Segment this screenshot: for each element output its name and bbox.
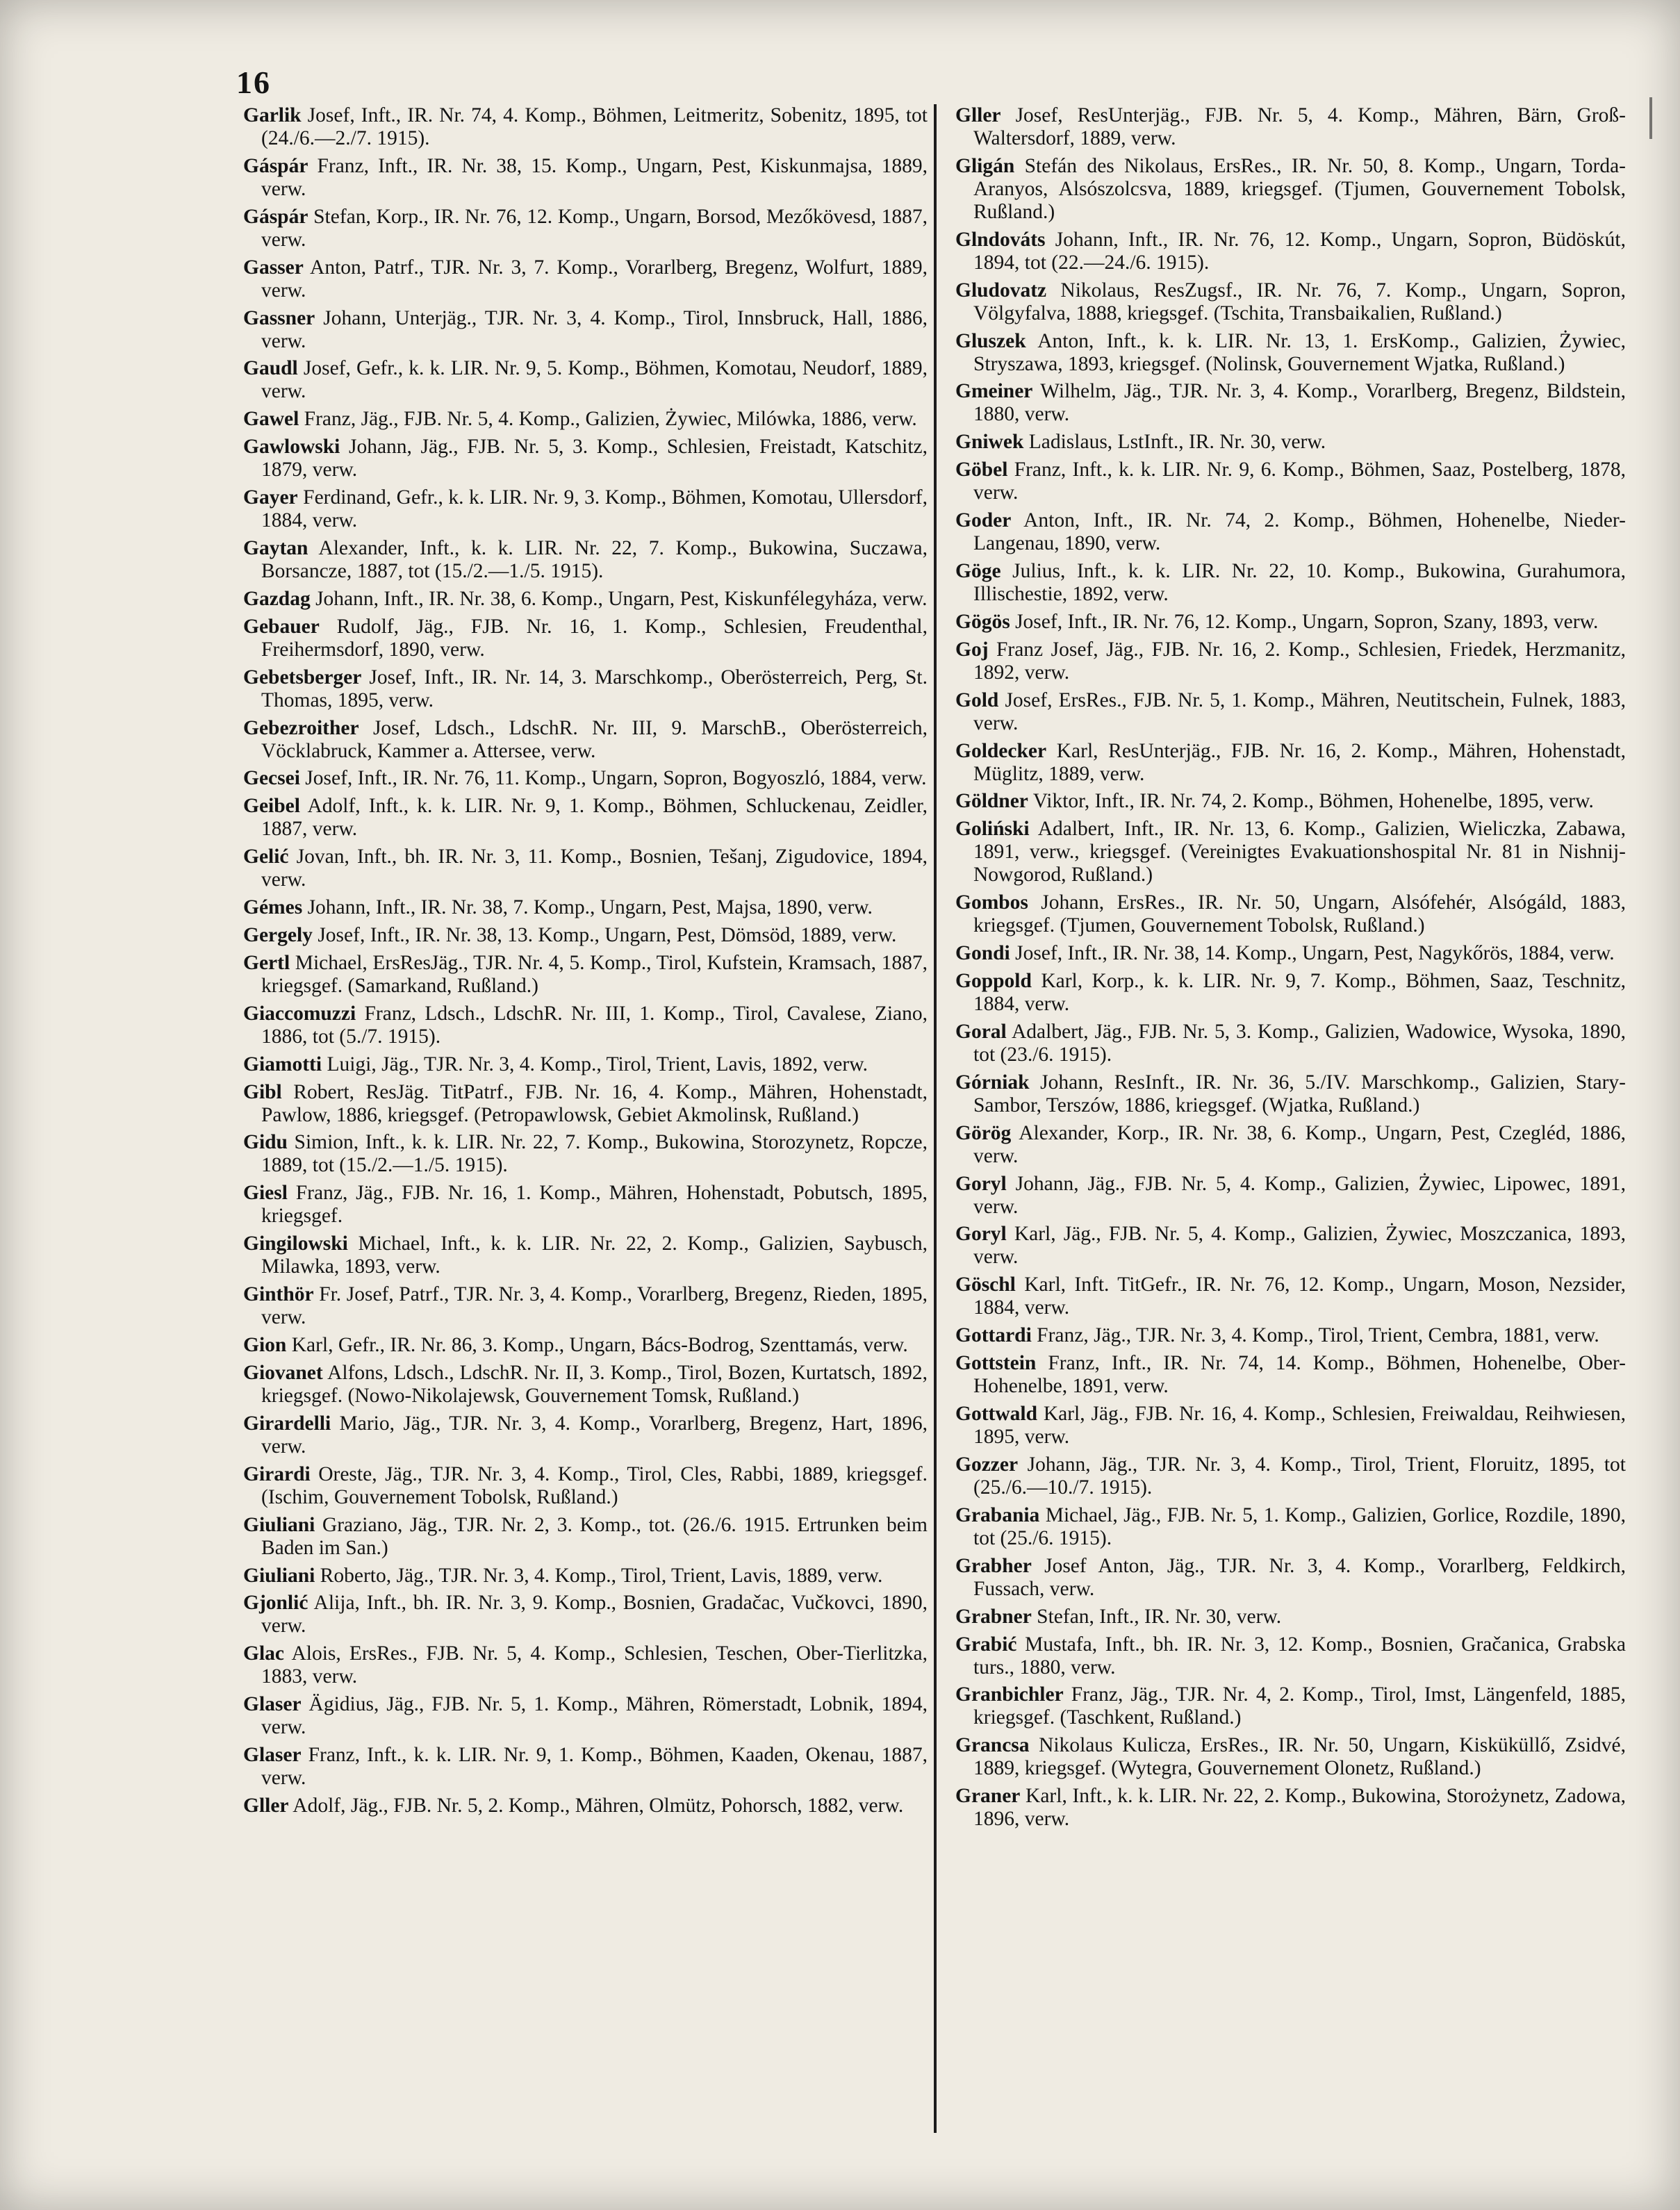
entry-surname: Girardelli [243, 1412, 331, 1435]
list-item [955, 1504, 1626, 1550]
list-item [243, 1592, 928, 1638]
list-item [955, 1273, 1626, 1319]
entry-surname: Glac [243, 1642, 284, 1665]
list-item [955, 104, 1626, 150]
entry-surname: Grabania [955, 1503, 1040, 1526]
entry-details: Franz, Inft., IR. Nr. 38, 15. Komp., Ungarn, Pest, Kiskunmajsa, 1889, verw. [261, 154, 928, 200]
list-item [243, 924, 928, 947]
entry-surname: Goder [955, 509, 1012, 532]
entry-details: Josef, Inft., IR. Nr. 74, 4. Komp., Böhmen, Leitmeritz, Sobenitz, 1895, tot (24./6.—2./7. 1915). [261, 104, 928, 149]
entry-details: Johann, Jäg., TJR. Nr. 3, 4. Komp., Tirol, Trient, Floruitz, 1895, tot (25./6.—10./7. 1915). [973, 1453, 1626, 1499]
entry-details: Adolf, Inft., k. k. LIR. Nr. 9, 1. Komp., Böhmen, Schluckenau, Zeidler, 1887, verw. [261, 795, 928, 841]
entry-details: Johann, Jäg., FJB. Nr. 5, 3. Komp., Schlesien, Freistadt, Katschitz, 1879, verw. [261, 436, 928, 481]
list-item [955, 1223, 1626, 1269]
entry-surname: Giovanet [243, 1361, 323, 1384]
entry-details: Josef Anton, Jäg., TJR. Nr. 3, 4. Komp., Vorarlberg, Feldkirch, Fussach, verw. [973, 1554, 1626, 1600]
entry-surname: Giesl [243, 1182, 288, 1205]
entry-details: Franz, Inft., k. k. LIR. Nr. 9, 1. Komp., Böhmen, Kaaden, Okenau, 1887, verw. [261, 1744, 928, 1790]
entry-surname: Gáspár [243, 205, 308, 228]
entry-details: Franz, Jäg., FJB. Nr. 16, 1. Komp., Mähren, Hohenstadt, Pobutsch, 1895, kriegsgef. [261, 1182, 928, 1228]
list-item [243, 896, 928, 919]
entry-details: Anton, Inft., k. k. LIR. Nr. 13, 1. ErsKomp., Galizien, Żywiec, Stryszawa, 1893, kriegsgef. (Nolinsk, Gouvernement Wjatka, Rußland.) [973, 329, 1626, 375]
entry-details: Josef, ResUnterjäg., FJB. Nr. 5, 4. Komp., Mähren, Bärn, Groß-Waltersdorf, 1889, verw. [973, 104, 1626, 149]
list-item [243, 436, 928, 481]
entry-surname: Gligán [955, 154, 1015, 177]
list-item [955, 380, 1626, 426]
entry-details: Simion, Inft., k. k. LIR. Nr. 22, 7. Komp., Bukowina, Storozynetz, Ropcze, 1889, tot (15./2.—1./5. 1915). [261, 1131, 928, 1177]
entry-details: Franz, Inft., IR. Nr. 74, 14. Komp., Böhmen, Hohenelbe, Ober-Hohenelbe, 1891, verw. [973, 1352, 1626, 1398]
entry-surname: Grancsa [955, 1734, 1030, 1757]
entry-surname: Gidu [243, 1131, 288, 1154]
list-item [243, 846, 928, 891]
entry-details: Alexander, Korp., IR. Nr. 38, 6. Komp., Ungarn, Pest, Czegléd, 1886, verw. [973, 1121, 1626, 1167]
entry-details: Michael, Jäg., FJB. Nr. 5, 1. Komp., Galizien, Gorlice, Rozdile, 1890, tot (25./6. 1915). [973, 1503, 1626, 1549]
list-item [955, 459, 1626, 504]
list-item [243, 1131, 928, 1177]
list-item [955, 431, 1626, 454]
right-column [955, 104, 1626, 1836]
list-item [243, 1744, 928, 1790]
entry-surname: Glaser [243, 1693, 302, 1716]
entry-details: Alija, Inft., bh. IR. Nr. 3, 9. Komp., Bosnien, Gradačac, Vučkovci, 1890, verw. [261, 1592, 928, 1638]
list-item [955, 229, 1626, 274]
entry-details: Karl, ResUnterjäg., FJB. Nr. 16, 2. Komp., Mähren, Hohenstadt, Müglitz, 1889, verw. [973, 739, 1626, 785]
list-item [955, 1633, 1626, 1679]
entry-surname: Gertl [243, 951, 290, 974]
entry-details: Robert, ResJäg. TitPatrf., FJB. Nr. 16, 4. Komp., Mähren, Hohenstadt, Pawlow, 1886, kriegsgef. (Petropawlowsk, Gebiet Akmolinsk, Rußland.) [261, 1080, 928, 1126]
entry-surname: Göschl [955, 1273, 1016, 1296]
list-item [955, 279, 1626, 325]
list-item [955, 1071, 1626, 1117]
entry-details: Nikolaus Kulicza, ErsRes., IR. Nr. 50, Ungarn, Kisküküllő, Zsidvé, 1889, kriegsgef. (Wytegra, Gouvernement Olonetz, Rußland.) [973, 1734, 1626, 1780]
entry-surname: Goryl [955, 1223, 1007, 1246]
entry-details: Josef, Inft., IR. Nr. 76, 11. Komp., Ungarn, Sopron, Bogyoszló, 1884, verw. [299, 767, 927, 790]
entry-details: Karl, Inft. TitGefr., IR. Nr. 76, 12. Komp., Ungarn, Moson, Nezsider, 1884, verw. [973, 1273, 1626, 1319]
entry-surname: Gaytan [243, 537, 308, 560]
entry-surname: Goppold [955, 970, 1032, 993]
entry-surname: Gergely [243, 924, 313, 947]
entry-surname: Ginthör [243, 1283, 314, 1306]
entry-surname: Gold [955, 688, 999, 711]
list-item [955, 1555, 1626, 1601]
entry-surname: Gáspár [243, 154, 308, 177]
entry-details: Adolf, Jäg., FJB. Nr. 5, 2. Komp., Mähren, Olmütz, Pohorsch, 1882, verw. [288, 1794, 904, 1817]
entry-surname: Gluszek [955, 329, 1026, 352]
list-item [955, 611, 1626, 634]
list-item [955, 740, 1626, 786]
entry-surname: Górniak [955, 1071, 1030, 1094]
entry-surname: Granbichler [955, 1683, 1064, 1706]
list-item [955, 1453, 1626, 1499]
entry-surname: Gludovatz [955, 279, 1047, 302]
entry-surname: Grabner [955, 1605, 1032, 1628]
page-number: 16 [236, 65, 271, 100]
list-item [955, 638, 1626, 684]
entry-surname: Gassner [243, 306, 315, 329]
entry-details: Michael, ErsResJäg., TJR. Nr. 4, 5. Komp., Tirol, Kufstein, Kramsach, 1887, kriegsgef. (Samarkand, Rußland.) [261, 951, 928, 997]
entry-details: Ferdinand, Gefr., k. k. LIR. Nr. 9, 3. Komp., Böhmen, Komotau, Ullersdorf, 1884, verw. [261, 486, 928, 532]
entry-surname: Gmeiner [955, 380, 1033, 403]
entry-surname: Goliński [955, 818, 1030, 841]
entry-details: Fr. Josef, Patrf., TJR. Nr. 3, 4. Komp., Vorarlberg, Bregenz, Rieden, 1895, verw. [261, 1283, 928, 1329]
entry-details: Mustafa, Inft., bh. IR. Nr. 3, 12. Komp., Bosnien, Gračanica, Grabska turs., 1880, verw. [973, 1633, 1626, 1679]
entry-details: Michael, Inft., k. k. LIR. Nr. 22, 2. Komp., Galizien, Saybusch, Milawka, 1893, verw. [261, 1232, 928, 1278]
list-item [243, 666, 928, 712]
entry-details: Franz Josef, Jäg., FJB. Nr. 16, 2. Komp., Schlesien, Friedek, Herzmanitz, 1892, verw. [973, 638, 1626, 684]
entry-details: Johann, ResInft., IR. Nr. 36, 5./IV. Marschkomp., Galizien, Stary-Sambor, Terszów, 1886, kriegsgef. (Wjatka, Rußland.) [973, 1071, 1626, 1116]
list-item [955, 818, 1626, 887]
list-item [243, 616, 928, 661]
entry-surname: Gebetsberger [243, 666, 362, 688]
list-item [243, 1003, 928, 1048]
entry-surname: Gémes [243, 896, 303, 919]
list-item [243, 1642, 928, 1688]
entry-details: Mario, Jäg., TJR. Nr. 3, 4. Komp., Vorarlberg, Bregenz, Hart, 1896, verw. [261, 1412, 928, 1458]
entry-details: Josef, Gefr., k. k. LIR. Nr. 9, 5. Komp., Böhmen, Komotau, Neudorf, 1889, verw. [261, 357, 928, 403]
entry-surname: Göldner [955, 790, 1028, 813]
column-divider [934, 104, 937, 2133]
list-item [955, 1122, 1626, 1168]
list-item [243, 1362, 928, 1408]
entry-surname: Giaccomuzzi [243, 1002, 356, 1025]
entry-surname: Gebezroither [243, 716, 359, 739]
entry-surname: Gondi [955, 942, 1010, 965]
list-item [955, 509, 1626, 555]
entry-details: Josef, Inft., IR. Nr. 38, 14. Komp., Ungarn, Pest, Nagykőrös, 1884, verw. [1010, 942, 1615, 965]
entry-surname: Glndováts [955, 228, 1046, 251]
entry-details: Roberto, Jäg., TJR. Nr. 3, 4. Komp., Tirol, Trient, Lavis, 1889, verw. [315, 1564, 883, 1587]
entry-surname: Gniwek [955, 431, 1024, 454]
entry-surname: Gaudl [243, 357, 298, 380]
entry-surname: Gottardi [955, 1324, 1032, 1347]
entry-details: Johann, Inft., IR. Nr. 38, 6. Komp., Ungarn, Pest, Kiskunfélegyháza, verw. [310, 587, 928, 610]
list-item [955, 942, 1626, 965]
entry-details: Nikolaus, ResZugsf., IR. Nr. 76, 7. Komp., Ungarn, Sopron, Völgyfalva, 1888, kriegsgef. (Tschita, Transbaikalien, Rußland.) [973, 279, 1626, 324]
entry-surname: Göge [955, 560, 1001, 583]
list-item [955, 1734, 1626, 1780]
list-item [955, 790, 1626, 813]
list-item [243, 1182, 928, 1228]
list-item [955, 155, 1626, 224]
entry-details: Stefán des Nikolaus, ErsRes., IR. Nr. 50, 8. Komp., Ungarn, Torda-Aranyos, Alsószolcsva, 1889, kriegsgef. (Tjumen, Gouvernement Tobolsk, Rußland.) [973, 154, 1626, 223]
entry-details: Stefan, Korp., IR. Nr. 76, 12. Komp., Ungarn, Borsod, Mezőkövesd, 1887, verw. [261, 205, 928, 251]
entry-details: Johann, ErsRes., IR. Nr. 50, Ungarn, Alsófehér, Alsógáld, 1883, kriegsgef. (Tjumen, Gouvernement Tobolsk, Rußland.) [973, 891, 1626, 937]
entry-details: Johann, Inft., IR. Nr. 76, 12. Komp., Ungarn, Sopron, Büdöskút, 1894, tot (22.—24./6. 1915). [973, 228, 1626, 274]
list-item [955, 1021, 1626, 1066]
entry-surname: Gion [243, 1334, 287, 1357]
list-item [243, 717, 928, 763]
entry-details: Wilhelm, Jäg., TJR. Nr. 3, 4. Komp., Vorarlberg, Bregenz, Bildstein, 1880, verw. [973, 380, 1626, 426]
list-item [243, 155, 928, 201]
entry-details: Alexander, Inft., k. k. LIR. Nr. 22, 7. Komp., Bukowina, Suczawa, Borsancze, 1887, tot (15./2.—1./5. 1915). [261, 537, 928, 583]
entry-details: Karl, Gefr., IR. Nr. 86, 3. Komp., Ungarn, Bács-Bodrog, Szenttamás, verw. [286, 1334, 908, 1357]
list-item [243, 952, 928, 998]
entry-surname: Gawlowski [243, 436, 340, 459]
list-item [243, 1463, 928, 1509]
entry-details: Alfons, Ldsch., LdschR. Nr. II, 3. Komp., Tirol, Bozen, Kurtatsch, 1892, kriegsgef. (Nowo-Nikolajewsk, Gouvernement Tomsk, Rußland.) [261, 1361, 928, 1407]
entry-surname: Graner [955, 1785, 1021, 1808]
list-item [955, 1173, 1626, 1219]
list-item [955, 1785, 1626, 1831]
entry-details: Ägidius, Jäg., FJB. Nr. 5, 1. Komp., Mähren, Römerstadt, Lobnik, 1894, verw. [261, 1693, 928, 1739]
entry-details: Josef, Ldsch., LdschR. Nr. III, 9. MarschB., Oberösterreich, Vöcklabruck, Kammer a. Attersee, verw. [261, 716, 928, 762]
list-item [243, 767, 928, 790]
list-item [955, 560, 1626, 606]
entry-details: Julius, Inft., k. k. LIR. Nr. 22, 10. Komp., Bukowina, Gurahumora, Illischestie, 1892, verw. [973, 560, 1626, 606]
entry-details: Franz, Inft., k. k. LIR. Nr. 9, 6. Komp., Böhmen, Saaz, Postelberg, 1878, verw. [973, 459, 1626, 504]
entry-details: Josef, Inft., IR. Nr. 14, 3. Marschkomp., Oberösterreich, Perg, St. Thomas, 1895, verw. [261, 666, 928, 711]
entry-surname: Girardi [243, 1462, 311, 1485]
entry-surname: Göbel [955, 459, 1008, 481]
entry-surname: Gingilowski [243, 1232, 348, 1255]
entry-details: Viktor, Inft., IR. Nr. 74, 2. Komp., Böhmen, Hohenelbe, 1895, verw. [1028, 790, 1594, 813]
list-item [243, 1514, 928, 1560]
list-item [955, 970, 1626, 1016]
entry-surname: Gller [243, 1794, 289, 1817]
list-item [243, 307, 928, 353]
list-item [955, 1324, 1626, 1347]
entry-surname: Grabher [955, 1554, 1032, 1577]
entry-surname: Gögös [955, 610, 1010, 633]
list-item [243, 206, 928, 251]
entry-surname: Garlik [243, 104, 302, 126]
entry-details: Karl, Inft., k. k. LIR. Nr. 22, 2. Komp., Bukowina, Storożynetz, Zadowa, 1896, verw. [973, 1785, 1626, 1831]
list-item [243, 1334, 928, 1357]
entry-surname: Giamotti [243, 1053, 322, 1075]
entry-surname: Goldecker [955, 739, 1047, 762]
entry-details: Luigi, Jäg., TJR. Nr. 3, 4. Komp., Tirol, Trient, Lavis, 1892, verw. [322, 1053, 868, 1075]
list-item [243, 357, 928, 403]
entry-details: Josef, ErsRes., FJB. Nr. 5, 1. Komp., Mähren, Neutitschein, Fulnek, 1883, verw. [973, 688, 1626, 734]
entry-surname: Gasser [243, 256, 304, 279]
list-item [243, 1565, 928, 1588]
list-item [243, 1053, 928, 1076]
entry-details: Franz, Jäg., TJR. Nr. 4, 2. Komp., Tirol, Imst, Längenfeld, 1885, kriegsgef. (Taschkent, Rußland.) [973, 1683, 1626, 1729]
entry-details: Graziano, Jäg., TJR. Nr. 2, 3. Komp., tot. (26./6. 1915. Ertrunken beim Baden im San.) [261, 1513, 928, 1559]
list-item [243, 408, 928, 431]
entry-surname: Gottstein [955, 1352, 1037, 1375]
entry-details: Franz, Ldsch., LdschR. Nr. III, 1. Komp., Tirol, Cavalese, Ziano, 1886, tot (5./7. 1915). [261, 1002, 928, 1048]
entry-surname: Geibel [243, 795, 300, 818]
entry-surname: Görög [955, 1121, 1012, 1144]
list-item [243, 588, 928, 611]
list-item [243, 537, 928, 583]
list-item [955, 689, 1626, 735]
entry-details: Rudolf, Jäg., FJB. Nr. 16, 1. Komp., Schlesien, Freudenthal, Freihermsdorf, 1890, verw. [261, 615, 928, 661]
list-item [955, 1403, 1626, 1449]
entry-details: Ladislaus, LstInft., IR. Nr. 30, verw. [1023, 431, 1326, 454]
entry-surname: Goral [955, 1020, 1007, 1043]
entry-details: Karl, Jäg., FJB. Nr. 16, 4. Komp., Schlesien, Freiwaldau, Reihwiesen, 1895, verw. [973, 1403, 1626, 1449]
list-item [243, 104, 928, 150]
entry-details: Johann, Unterjäg., TJR. Nr. 3, 4. Komp., Tirol, Innsbruck, Hall, 1886, verw. [261, 306, 928, 352]
edge-mark [1649, 97, 1652, 139]
list-item [955, 1352, 1626, 1398]
list-item [243, 256, 928, 302]
list-item [243, 1412, 928, 1458]
entry-surname: Gayer [243, 486, 298, 509]
list-item [955, 891, 1626, 937]
entry-surname: Giuliani [243, 1564, 315, 1587]
entry-details: Karl, Korp., k. k. LIR. Nr. 9, 7. Komp., Böhmen, Saaz, Teschnitz, 1884, verw. [973, 970, 1626, 1016]
entry-details: Johann, Jäg., FJB. Nr. 5, 4. Komp., Galizien, Żywiec, Lipowec, 1891, verw. [973, 1172, 1626, 1218]
list-item [955, 330, 1626, 376]
entry-details: Adalbert, Inft., IR. Nr. 13, 6. Komp., Galizien, Wieliczka, Zabawa, 1891, verw., kriegsgef. (Vereinigtes Evakuationshospital Nr. 81 in Nishnij-Nowgorod, Rußland.) [973, 818, 1626, 887]
entry-surname: Goryl [955, 1172, 1007, 1195]
list-item [243, 1795, 928, 1817]
entry-details: Oreste, Jäg., TJR. Nr. 3, 4. Komp., Tirol, Cles, Rabbi, 1889, kriegsgef. (Ischim, Gouvernement Tobolsk, Rußland.) [261, 1462, 928, 1508]
entry-details: Stefan, Inft., IR. Nr. 30, verw. [1031, 1605, 1282, 1628]
entry-surname: Gawel [243, 408, 299, 431]
list-item [243, 1693, 928, 1739]
entry-details: Karl, Jäg., FJB. Nr. 5, 4. Komp., Galizien, Żywiec, Moszczanica, 1893, verw. [973, 1223, 1626, 1269]
entry-surname: Gazdag [243, 587, 311, 610]
entry-surname: Gozzer [955, 1453, 1019, 1476]
entry-surname: Gebauer [243, 615, 320, 638]
list-item [243, 1081, 928, 1127]
entry-details: Josef, Inft., IR. Nr. 38, 13. Komp., Ungarn, Pest, Dömsöd, 1889, verw. [312, 924, 897, 947]
entry-details: Anton, Patrf., TJR. Nr. 3, 7. Komp., Vorarlberg, Bregenz, Wolfurt, 1889, verw. [261, 256, 928, 302]
entry-details: Jovan, Inft., bh. IR. Nr. 3, 11. Komp., Bosnien, Tešanj, Zigudovice, 1894, verw. [261, 846, 928, 891]
entry-details: Adalbert, Jäg., FJB. Nr. 5, 3. Komp., Galizien, Wadowice, Wysoka, 1890, tot (23./6. 1915). [973, 1020, 1626, 1066]
entry-surname: Giuliani [243, 1513, 315, 1536]
entry-details: Franz, Jäg., TJR. Nr. 3, 4. Komp., Tirol, Trient, Cembra, 1881, verw. [1031, 1324, 1599, 1347]
list-item [243, 1283, 928, 1329]
entry-details: Franz, Jäg., FJB. Nr. 5, 4. Komp., Galizien, Żywiec, Milówka, 1886, verw. [299, 408, 917, 431]
entry-surname: Grabić [955, 1633, 1017, 1656]
entry-details: Alois, ErsRes., FJB. Nr. 5, 4. Komp., Schlesien, Teschen, Ober-Tierlitzka, 1883, verw. [261, 1642, 928, 1688]
entry-details: Johann, Inft., IR. Nr. 38, 7. Komp., Ungarn, Pest, Majsa, 1890, verw. [302, 896, 873, 919]
entry-surname: Gller [955, 104, 1001, 126]
entry-details: Josef, Inft., IR. Nr. 76, 12. Komp., Ungarn, Sopron, Szany, 1893, verw. [1010, 610, 1599, 633]
entry-surname: Goj [955, 638, 989, 661]
list-item [955, 1683, 1626, 1729]
entry-surname: Gombos [955, 891, 1028, 914]
entry-details: Anton, Inft., IR. Nr. 74, 2. Komp., Böhmen, Hohenelbe, Nieder-Langenau, 1890, verw. [973, 509, 1626, 555]
list-item [243, 795, 928, 841]
list-item [955, 1606, 1626, 1628]
entry-surname: Gottwald [955, 1403, 1037, 1426]
entry-surname: Gjonlić [243, 1592, 308, 1615]
entry-surname: Glaser [243, 1744, 302, 1767]
list-item [243, 1232, 928, 1278]
left-column [243, 104, 928, 1822]
entry-surname: Gecsei [243, 767, 300, 790]
entry-surname: Gibl [243, 1080, 282, 1103]
entry-surname: Gelić [243, 846, 289, 868]
list-item [243, 486, 928, 532]
